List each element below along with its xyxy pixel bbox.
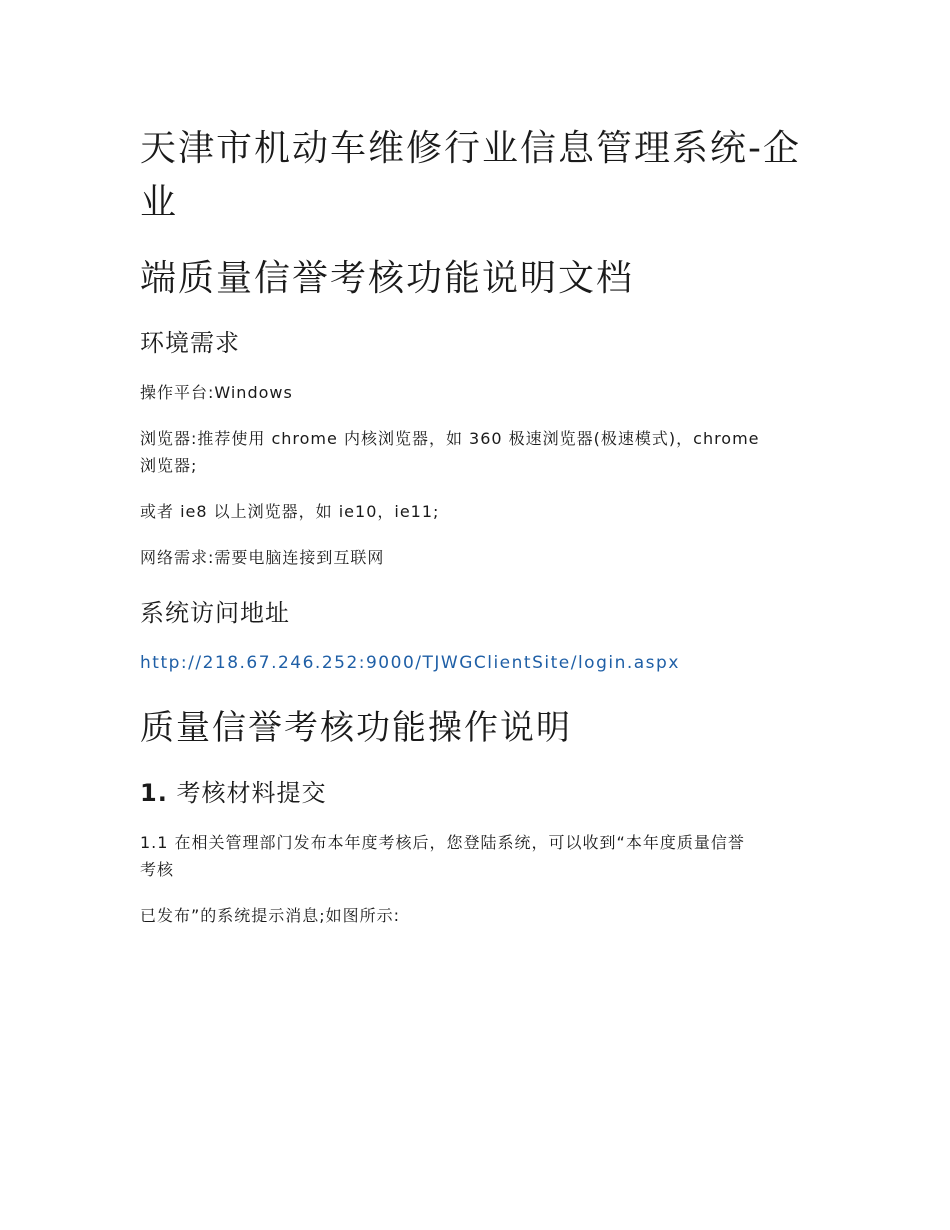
paragraph-1-line-2: 考核: [140, 860, 175, 879]
section-1-number: 1.: [140, 779, 168, 807]
browser-requirement-line-1: 浏览器:推荐使用 chrome 内核浏览器，如 360 极速浏览器(极速模式)，chrome: [140, 429, 760, 448]
browser-requirement-line-2: 浏览器;: [140, 456, 198, 475]
operations-heading: 质量信誉考核功能操作说明: [140, 708, 572, 748]
environment-heading: 环境需求: [140, 329, 240, 357]
paragraph-2: 已发布”的系统提示消息;如图所示:: [140, 906, 401, 925]
access-address-heading: 系统访问地址: [140, 599, 290, 627]
document-title-line-3: 端质量信誉考核功能说明文档: [140, 258, 635, 299]
ie-requirement: 或者 ie8 以上浏览器，如 ie10，ie11;: [140, 502, 440, 521]
document-title-line-2: 业: [140, 182, 179, 223]
paragraph-1-line-1: 1.1 在相关管理部门发布本年度考核后，您登陆系统，可以收到“本年度质量信誉: [140, 833, 745, 852]
section-1-heading: [140, 777, 326, 809]
platform-requirement: 操作平台:Windows: [140, 383, 293, 402]
access-url-link[interactable]: http://218.67.246.252:9000/TJWGClientSite/login.aspx: [140, 653, 680, 673]
access-url-paragraph: [140, 650, 810, 676]
network-requirement: 网络需求:需要电脑连接到互联网: [140, 548, 385, 567]
document-title-line-1: 天津市机动车维修行业信息管理系统-企: [140, 128, 801, 169]
section-1-title: 考核材料提交: [176, 779, 327, 807]
